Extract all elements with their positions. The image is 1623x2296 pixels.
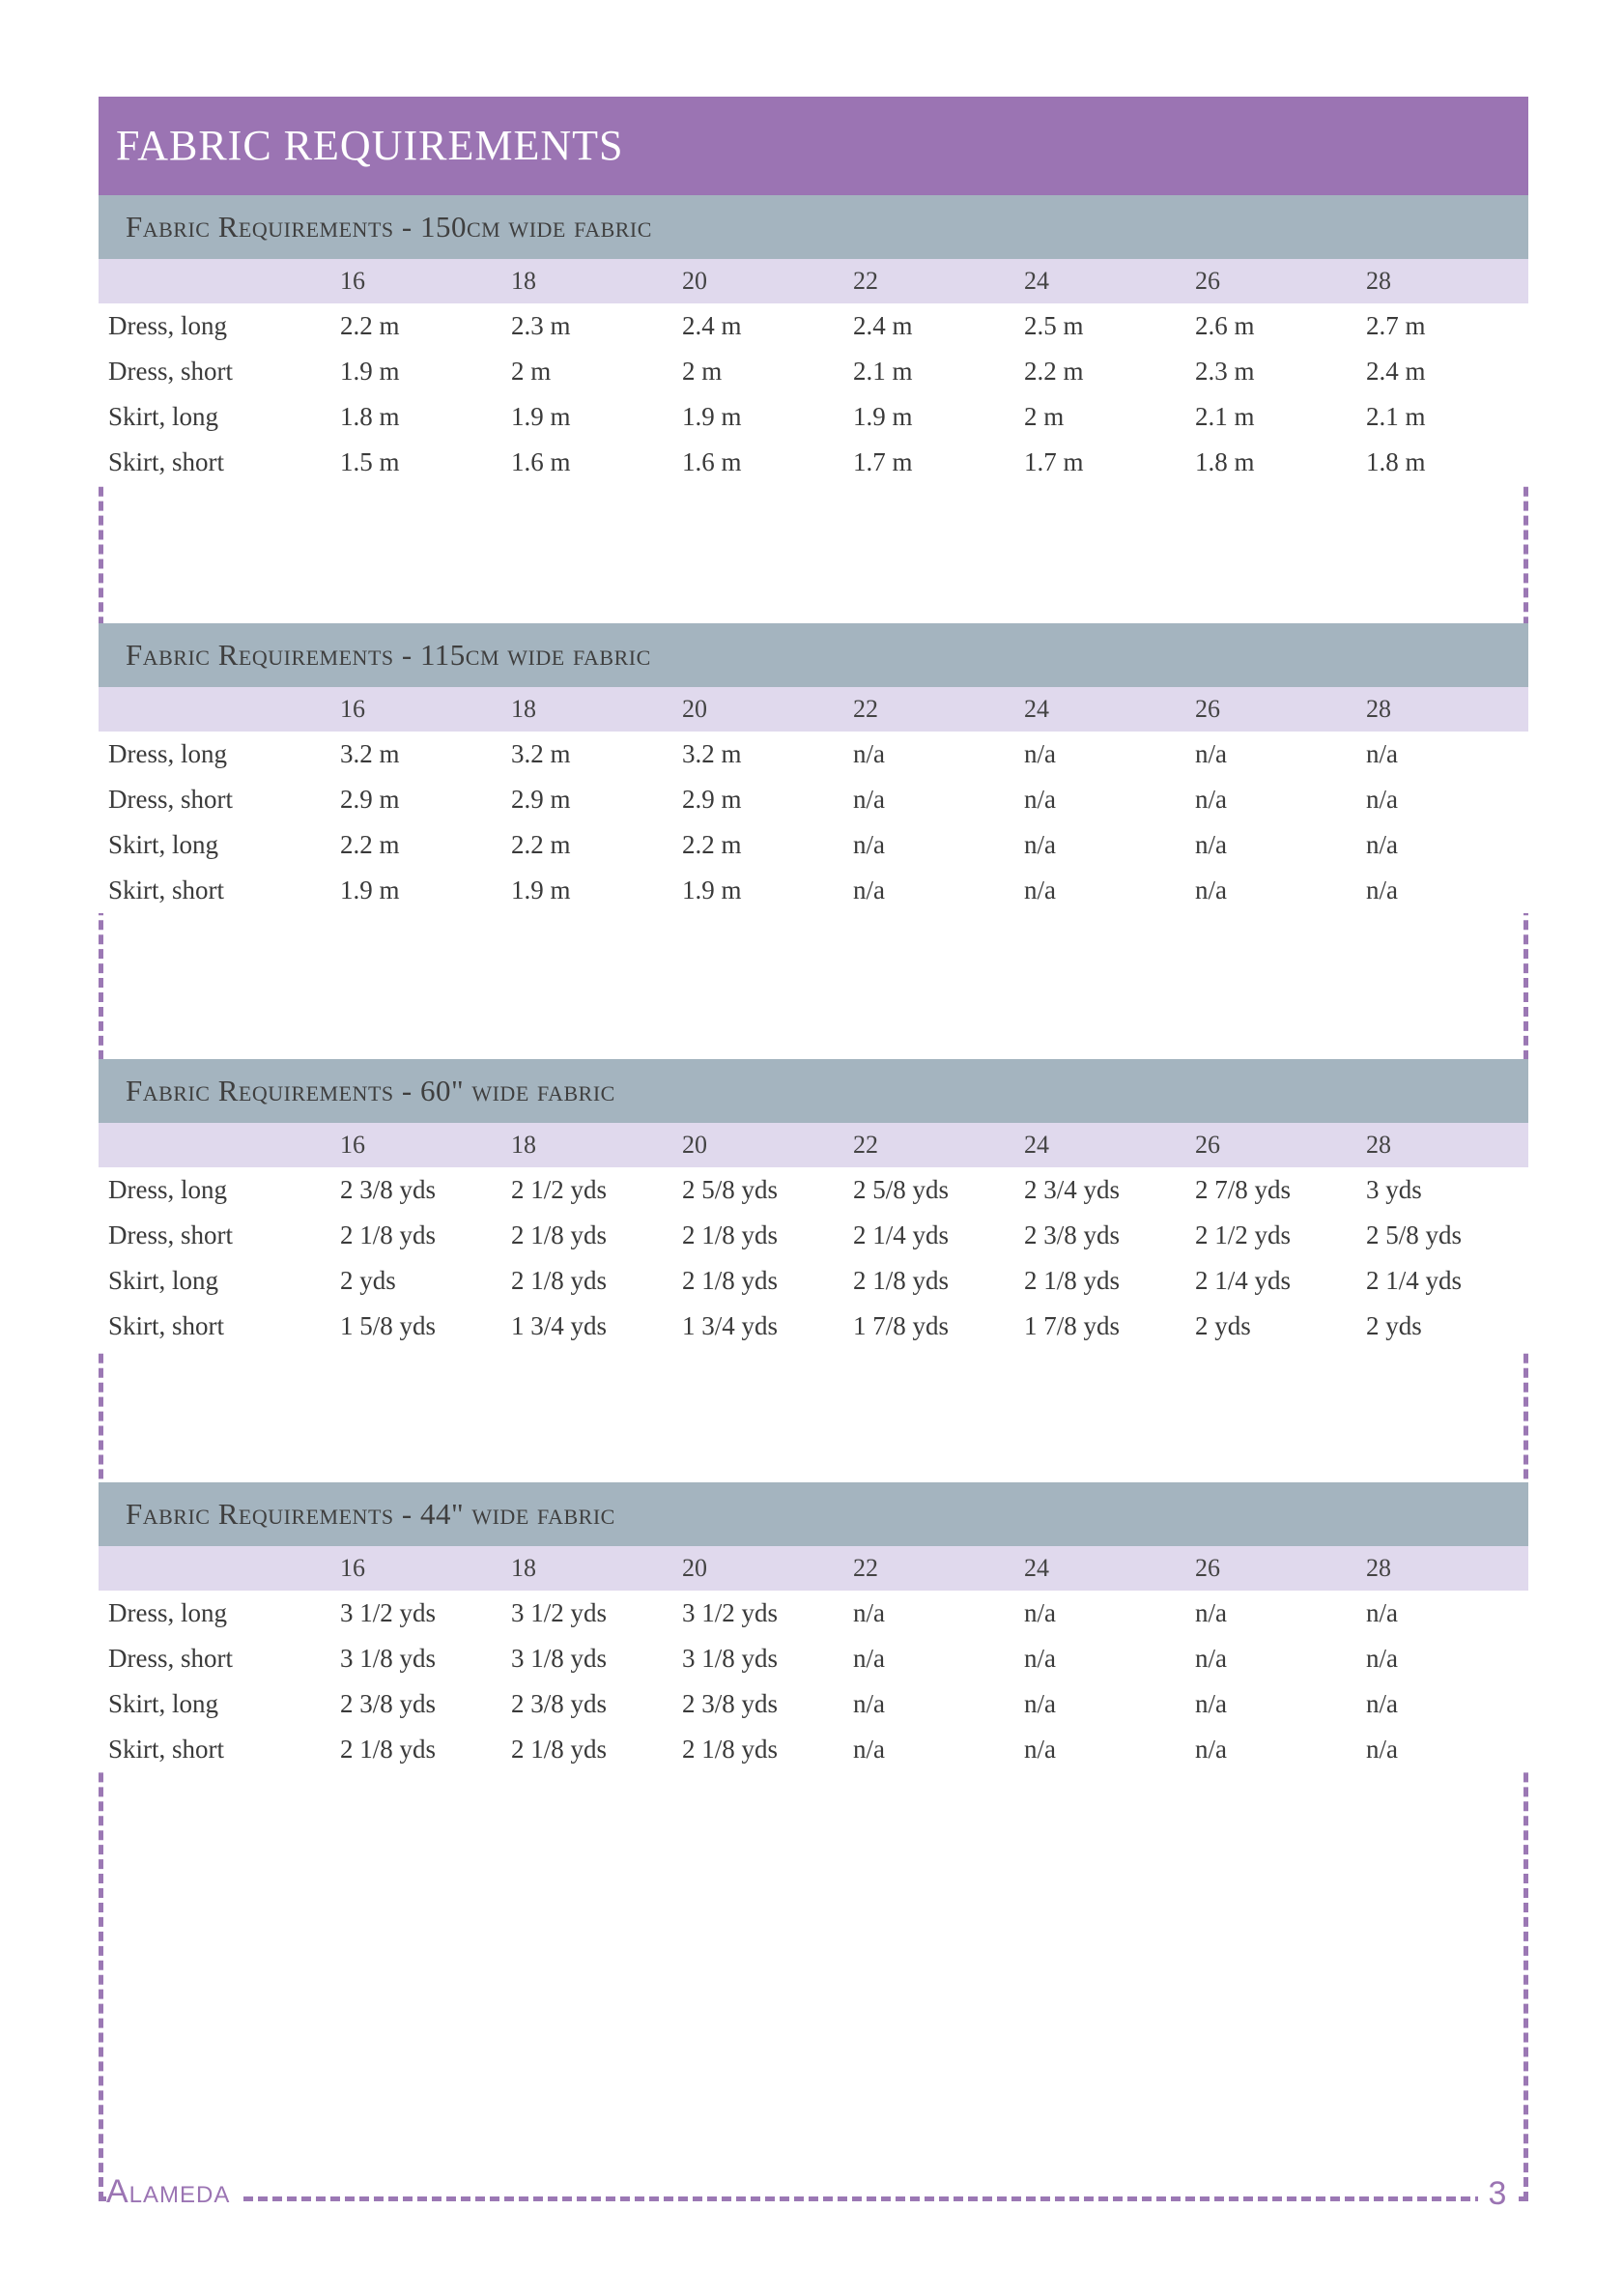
size-label: 18: [511, 267, 536, 295]
table-cell: 3 yds: [1366, 1175, 1422, 1204]
table-cell: n/a: [1195, 830, 1227, 859]
table-cell: 2 7/8 yds: [1195, 1175, 1292, 1204]
size-label: 22: [853, 1554, 878, 1582]
table-row: [99, 394, 1528, 440]
table-cell: n/a: [1195, 739, 1227, 768]
table-cell: 1 7/8 yds: [1024, 1311, 1121, 1340]
size-label: 24: [1024, 695, 1049, 723]
table-cell: n/a: [853, 739, 885, 768]
table-cell: 3 1/2 yds: [340, 1598, 437, 1627]
table-row: [99, 822, 1528, 868]
size-label: 22: [853, 267, 878, 295]
table-cell: 2 3/8 yds: [511, 1689, 608, 1718]
table-cell: 2.4 m: [1366, 357, 1426, 386]
table-cell: 1.8 m: [1366, 447, 1426, 476]
table-cell: 2 5/8 yds: [1366, 1220, 1463, 1249]
page-title: FABRIC REQUIREMENTS: [116, 122, 624, 169]
table-cell: n/a: [853, 1644, 885, 1673]
table-cell: 2 3/4 yds: [1024, 1175, 1121, 1204]
section-header: [99, 623, 1528, 687]
section-header: [99, 195, 1528, 259]
table-cell: n/a: [853, 785, 885, 814]
section-title: Fabric Requirements - 44" wide fabric: [126, 1497, 615, 1531]
size-label: 20: [682, 267, 707, 295]
table-cell: 2 1/4 yds: [1195, 1266, 1292, 1295]
table-cell: 2 1/8 yds: [682, 1220, 779, 1249]
row-label: Dress, long: [108, 1175, 227, 1204]
table-cell: 2.9 m: [682, 785, 742, 814]
table-cell: 2 1/2 yds: [1195, 1220, 1292, 1249]
section-header: [99, 1059, 1528, 1123]
page-number: 3: [1478, 2174, 1517, 2213]
row-label: Skirt, long: [108, 1689, 219, 1718]
size-label: 26: [1195, 695, 1220, 723]
fabric-table-60in: [99, 1059, 1528, 1349]
table-cell: n/a: [1366, 830, 1398, 859]
table-cell: 3 1/8 yds: [682, 1644, 779, 1673]
table-cell: 3.2 m: [682, 739, 742, 768]
table-cell: 2 3/8 yds: [682, 1689, 779, 1718]
section-title: Fabric Requirements - 60" wide fabric: [126, 1074, 615, 1107]
table-cell: 1.9 m: [340, 875, 400, 904]
size-label: 16: [340, 1131, 365, 1159]
table-cell: n/a: [1366, 1644, 1398, 1673]
row-label: Skirt, short: [108, 875, 225, 904]
table-cell: 3.2 m: [511, 739, 571, 768]
size-label: 24: [1024, 267, 1049, 295]
fabric-table-44in: [99, 1482, 1528, 1772]
table-cell: 2 1/8 yds: [340, 1220, 437, 1249]
row-label: Skirt, short: [108, 1311, 225, 1340]
table-cell: n/a: [1366, 875, 1398, 904]
size-header-row: [99, 1546, 1528, 1591]
size-label: 24: [1024, 1554, 1049, 1582]
table-row: [99, 1258, 1528, 1304]
table-row: [99, 440, 1528, 485]
table-row: [99, 1727, 1528, 1772]
row-label: Skirt, long: [108, 402, 219, 431]
table-cell: 1 3/4 yds: [682, 1311, 779, 1340]
table-cell: n/a: [853, 1735, 885, 1764]
size-label: 18: [511, 1554, 536, 1582]
table-cell: 2 1/8 yds: [682, 1266, 779, 1295]
table-cell: 1.9 m: [853, 402, 913, 431]
table-cell: 2.1 m: [1195, 402, 1255, 431]
table-cell: 2 m: [1024, 402, 1065, 431]
table-cell: n/a: [1024, 1598, 1056, 1627]
table-cell: 2 yds: [340, 1266, 396, 1295]
size-label: 18: [511, 1131, 536, 1159]
size-label: 22: [853, 695, 878, 723]
table-cell: 2 1/8 yds: [853, 1266, 950, 1295]
table-cell: 1 5/8 yds: [340, 1311, 437, 1340]
table-cell: 1.6 m: [682, 447, 742, 476]
table-cell: 2 1/8 yds: [511, 1735, 608, 1764]
size-label: 26: [1195, 1131, 1220, 1159]
table-row: [99, 349, 1528, 394]
size-label: 26: [1195, 1554, 1220, 1582]
table-cell: 1.5 m: [340, 447, 400, 476]
size-label: 16: [340, 267, 365, 295]
table-cell: n/a: [1195, 1689, 1227, 1718]
table-cell: n/a: [1024, 739, 1056, 768]
table-cell: 2 3/8 yds: [1024, 1220, 1121, 1249]
table-cell: n/a: [1366, 1689, 1398, 1718]
table-cell: 3.2 m: [340, 739, 400, 768]
row-label: Skirt, short: [108, 447, 225, 476]
table-cell: n/a: [1024, 1644, 1056, 1673]
table-cell: 2.3 m: [1195, 357, 1255, 386]
table-cell: n/a: [1024, 875, 1056, 904]
table-cell: 2 5/8 yds: [853, 1175, 950, 1204]
fabric-table-150cm: [99, 195, 1528, 485]
table-cell: 3 1/2 yds: [682, 1598, 779, 1627]
row-label: Dress, long: [108, 739, 227, 768]
table-cell: 2.4 m: [682, 311, 742, 340]
table-cell: 2.1 m: [1366, 402, 1426, 431]
section-title: Fabric Requirements - 115cm wide fabric: [126, 638, 651, 672]
row-label: Dress, short: [108, 1644, 233, 1673]
table-cell: 2 1/2 yds: [511, 1175, 608, 1204]
table-cell: n/a: [1195, 785, 1227, 814]
fabric-table-115cm: [99, 623, 1528, 913]
table-cell: 2 3/8 yds: [340, 1689, 437, 1718]
table-cell: 3 1/2 yds: [511, 1598, 608, 1627]
table-cell: n/a: [1195, 875, 1227, 904]
table-cell: 1.7 m: [1024, 447, 1084, 476]
table-cell: 2.2 m: [1024, 357, 1084, 386]
table-row: [99, 1167, 1528, 1213]
table-cell: n/a: [1195, 1735, 1227, 1764]
table-row: [99, 1681, 1528, 1727]
table-cell: 2 yds: [1195, 1311, 1251, 1340]
row-label: Dress, short: [108, 785, 233, 814]
table-cell: 2 5/8 yds: [682, 1175, 779, 1204]
table-cell: 3 1/8 yds: [511, 1644, 608, 1673]
table-cell: 2.3 m: [511, 311, 571, 340]
table-cell: 2.2 m: [340, 311, 400, 340]
table-cell: 2.2 m: [340, 830, 400, 859]
table-row: [99, 732, 1528, 777]
table-cell: 2.2 m: [511, 830, 571, 859]
table-cell: 1.9 m: [340, 357, 400, 386]
table-cell: n/a: [1366, 1735, 1398, 1764]
table-cell: n/a: [1366, 739, 1398, 768]
row-label: Dress, long: [108, 1598, 227, 1627]
table-cell: 2 m: [511, 357, 552, 386]
section-header: [99, 1482, 1528, 1546]
table-cell: 1.9 m: [511, 875, 571, 904]
table-cell: 2.7 m: [1366, 311, 1426, 340]
table-cell: 2.9 m: [511, 785, 571, 814]
size-label: 28: [1366, 1131, 1391, 1159]
size-label: 16: [340, 695, 365, 723]
footer-brand: Alameda: [106, 2170, 242, 2213]
table-cell: n/a: [853, 1689, 885, 1718]
row-label: Dress, short: [108, 357, 233, 386]
table-cell: 1.8 m: [1195, 447, 1255, 476]
table-cell: 2 m: [682, 357, 723, 386]
table-row: [99, 1213, 1528, 1258]
size-label: 18: [511, 695, 536, 723]
table-cell: 1.6 m: [511, 447, 571, 476]
table-cell: 2 1/8 yds: [340, 1735, 437, 1764]
table-cell: n/a: [1195, 1598, 1227, 1627]
row-label: Skirt, long: [108, 1266, 219, 1295]
table-cell: 2.5 m: [1024, 311, 1084, 340]
table-cell: n/a: [853, 1598, 885, 1627]
size-label: 22: [853, 1131, 878, 1159]
table-cell: 1 3/4 yds: [511, 1311, 608, 1340]
table-cell: n/a: [1024, 830, 1056, 859]
table-cell: 1.7 m: [853, 447, 913, 476]
table-row: [99, 777, 1528, 822]
row-label: Dress, short: [108, 1220, 233, 1249]
table-cell: 2 3/8 yds: [340, 1175, 437, 1204]
size-label: 28: [1366, 1554, 1391, 1582]
table-cell: 2 1/8 yds: [1024, 1266, 1121, 1295]
table-cell: 2.9 m: [340, 785, 400, 814]
size-header-row: [99, 259, 1528, 303]
size-label: 28: [1366, 695, 1391, 723]
table-cell: 2 1/8 yds: [511, 1220, 608, 1249]
size-label: 20: [682, 1554, 707, 1582]
table-cell: n/a: [853, 830, 885, 859]
table-cell: 2 1/4 yds: [853, 1220, 950, 1249]
table-cell: 1.8 m: [340, 402, 400, 431]
table-cell: n/a: [1024, 1689, 1056, 1718]
table-cell: 2.2 m: [682, 830, 742, 859]
table-row: [99, 1304, 1528, 1349]
size-header-row: [99, 1123, 1528, 1167]
table-cell: 2 1/8 yds: [682, 1735, 779, 1764]
row-label: Dress, long: [108, 311, 227, 340]
section-title: Fabric Requirements - 150cm wide fabric: [126, 210, 652, 244]
table-cell: n/a: [1024, 785, 1056, 814]
table-cell: n/a: [1024, 1735, 1056, 1764]
table-cell: 2 1/8 yds: [511, 1266, 608, 1295]
table-cell: n/a: [1366, 785, 1398, 814]
size-label: 26: [1195, 267, 1220, 295]
size-label: 28: [1366, 267, 1391, 295]
table-row: [99, 1591, 1528, 1636]
table-cell: 2 yds: [1366, 1311, 1422, 1340]
row-label: Skirt, short: [108, 1735, 225, 1764]
table-row: [99, 868, 1528, 913]
main-header-bar: [99, 97, 1528, 195]
table-cell: 1.9 m: [682, 875, 742, 904]
row-label: Skirt, long: [108, 830, 219, 859]
size-label: 20: [682, 695, 707, 723]
size-label: 24: [1024, 1131, 1049, 1159]
table-cell: 2.6 m: [1195, 311, 1255, 340]
table-cell: n/a: [1366, 1598, 1398, 1627]
table-cell: 2.1 m: [853, 357, 913, 386]
table-cell: 3 1/8 yds: [340, 1644, 437, 1673]
table-cell: n/a: [853, 875, 885, 904]
table-cell: 1.9 m: [511, 402, 571, 431]
table-row: [99, 1636, 1528, 1681]
size-label: 20: [682, 1131, 707, 1159]
table-row: [99, 303, 1528, 349]
table-cell: 1.9 m: [682, 402, 742, 431]
table-cell: 2.4 m: [853, 311, 913, 340]
size-label: 16: [340, 1554, 365, 1582]
table-cell: 2 1/4 yds: [1366, 1266, 1463, 1295]
table-cell: 1 7/8 yds: [853, 1311, 950, 1340]
table-cell: n/a: [1195, 1644, 1227, 1673]
size-header-row: [99, 687, 1528, 732]
